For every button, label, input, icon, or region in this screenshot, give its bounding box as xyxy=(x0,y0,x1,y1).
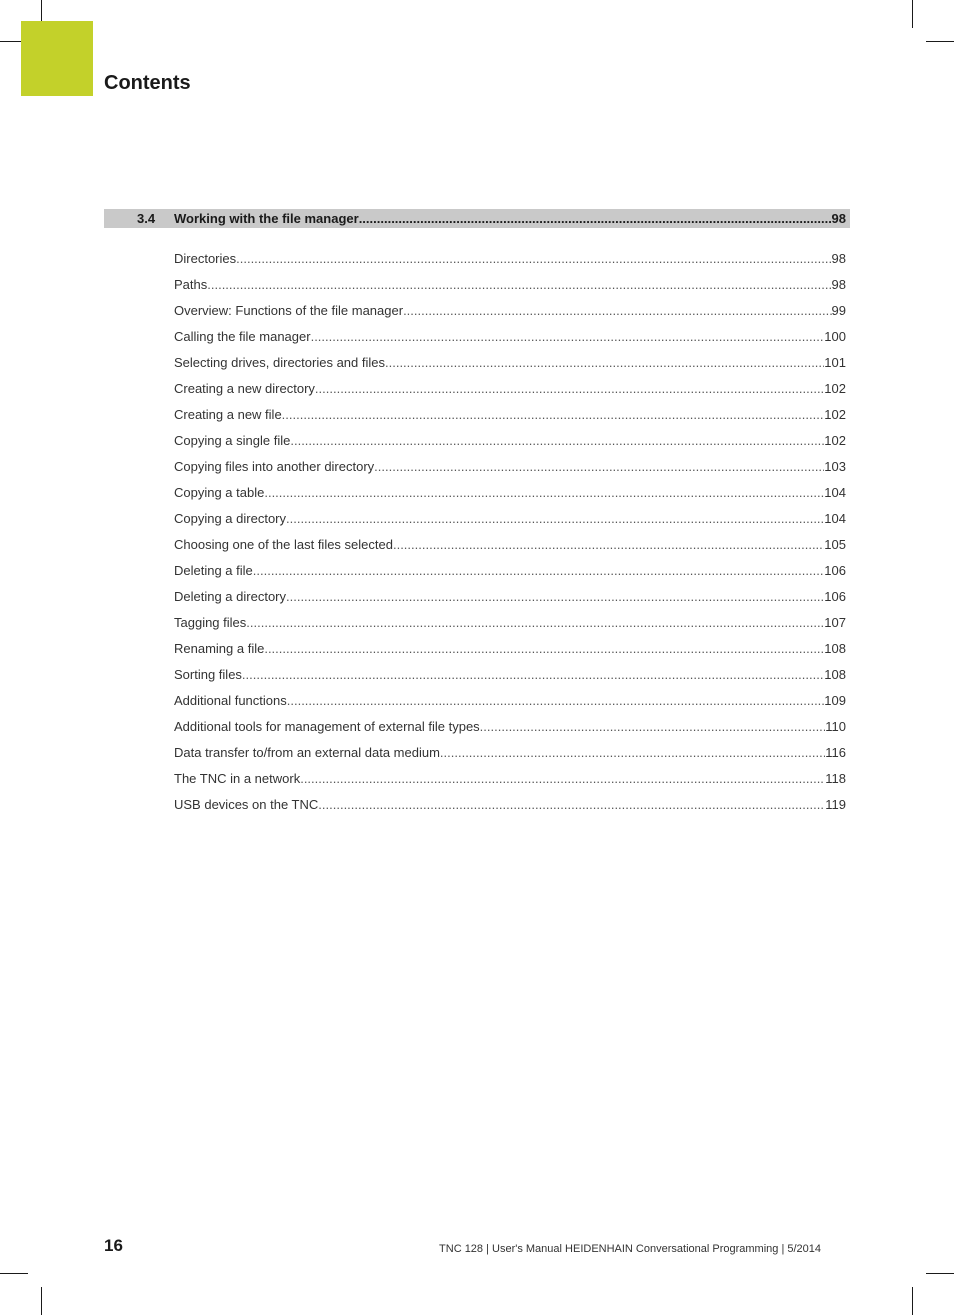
dot-leader xyxy=(287,693,825,708)
toc-entry[interactable] xyxy=(174,505,846,531)
toc-entry-page: 100 xyxy=(824,328,846,344)
toc-entry-title: Directories xyxy=(174,250,237,266)
page-number: 16 xyxy=(104,1236,123,1255)
crop-mark-bottom-right-horizontal xyxy=(926,1273,954,1274)
toc-entry-title: The TNC in a network xyxy=(174,770,301,786)
dot-leader xyxy=(236,251,831,266)
footer-text: TNC 128 | User's Manual HEIDENHAIN Conversational Programming | 5/2014 xyxy=(439,1243,821,1255)
dot-leader xyxy=(393,537,824,552)
toc-entry-page: 116 xyxy=(825,744,846,760)
toc-entry[interactable] xyxy=(174,375,846,401)
toc-entry[interactable] xyxy=(174,713,846,739)
toc-entry-title: Paths xyxy=(174,276,208,292)
crop-mark-bottom-left-horizontal xyxy=(0,1273,28,1274)
toc-entry[interactable] xyxy=(174,583,846,609)
toc-entry-title: Overview: Functions of the file manager xyxy=(174,302,404,318)
crop-mark-bottom-left-vertical xyxy=(41,1287,42,1315)
toc-entry-page: 104 xyxy=(824,510,846,526)
section-number: 3.4 xyxy=(137,211,156,226)
crop-mark-top-right-vertical xyxy=(912,0,913,28)
toc-entry-title: Choosing one of the last files selected xyxy=(174,536,393,552)
toc-entry[interactable] xyxy=(174,739,846,765)
toc-entry-title: Additional functions xyxy=(174,692,287,708)
toc-entry[interactable] xyxy=(174,245,846,271)
dot-leader xyxy=(264,485,824,500)
dot-leader xyxy=(286,589,824,604)
toc-entry-page: 99 xyxy=(831,302,846,318)
dot-leader xyxy=(385,355,824,370)
toc-entry-title: Calling the file manager xyxy=(174,328,311,344)
dot-leader xyxy=(242,667,824,682)
dot-leader xyxy=(300,771,825,786)
toc-entry-page: 107 xyxy=(824,614,846,630)
toc-entry[interactable] xyxy=(174,609,846,635)
dot-leader xyxy=(374,459,824,474)
toc-entry-title: Additional tools for management of external file types xyxy=(174,718,480,734)
toc-entry-title: Copying a single file xyxy=(174,432,291,448)
crop-mark-bottom-right-vertical xyxy=(912,1287,913,1315)
toc-entry-page: 103 xyxy=(824,458,846,474)
toc-entry-title: Sorting files xyxy=(174,666,242,682)
dot-leader xyxy=(311,329,825,344)
toc-entry-title: Selecting drives, directories and files xyxy=(174,354,385,370)
toc-entry[interactable] xyxy=(174,479,846,505)
toc-entry-title: Deleting a file xyxy=(174,562,253,578)
toc-entry-title: Data transfer to/from an external data medium xyxy=(174,744,440,760)
dot-leader xyxy=(286,511,824,526)
toc-entry[interactable] xyxy=(174,661,846,687)
toc-entry-page: 119 xyxy=(825,796,846,812)
toc-entry-page: 108 xyxy=(824,640,846,656)
toc-entry[interactable] xyxy=(174,271,846,297)
toc-entry-page: 104 xyxy=(824,484,846,500)
toc-entry[interactable] xyxy=(174,531,846,557)
toc-entry[interactable] xyxy=(174,791,846,817)
toc-entry-title: Creating a new file xyxy=(174,406,282,422)
toc-entry-page: 108 xyxy=(824,666,846,682)
dot-leader xyxy=(246,615,824,630)
toc-entry-title: Copying a directory xyxy=(174,510,286,526)
toc-entry[interactable] xyxy=(174,635,846,661)
toc-section-header[interactable] xyxy=(104,209,850,228)
section-title: Working with the file manager xyxy=(174,211,359,226)
toc-entry-title: USB devices on the TNC xyxy=(174,796,319,812)
dot-leader xyxy=(318,797,825,812)
chapter-accent-block xyxy=(21,21,93,96)
toc-entry[interactable] xyxy=(174,349,846,375)
dot-leader xyxy=(359,211,832,226)
toc-entry-page: 110 xyxy=(825,718,846,734)
dot-leader xyxy=(403,303,831,318)
toc-entry-page: 98 xyxy=(831,276,846,292)
toc-entry-page: 106 xyxy=(824,562,846,578)
dot-leader xyxy=(264,641,824,656)
toc-entry-page: 106 xyxy=(824,588,846,604)
toc-entry-title: Tagging files xyxy=(174,614,247,630)
toc-entry[interactable] xyxy=(174,427,846,453)
toc-entry-page: 102 xyxy=(824,406,846,422)
dot-leader xyxy=(207,277,831,292)
toc-entry-page: 98 xyxy=(831,250,846,266)
toc-entry-page: 102 xyxy=(824,432,846,448)
crop-mark-top-right-horizontal xyxy=(926,41,954,42)
toc-entry[interactable] xyxy=(174,297,846,323)
section-page-number: 98 xyxy=(831,211,846,226)
dot-leader xyxy=(440,745,825,760)
toc-entry[interactable] xyxy=(174,687,846,713)
page-title: Contents xyxy=(104,72,191,94)
toc-entry-title: Copying files into another directory xyxy=(174,458,375,474)
toc-entry-page: 118 xyxy=(825,770,846,786)
toc-entry[interactable] xyxy=(174,557,846,583)
dot-leader xyxy=(290,433,824,448)
dot-leader xyxy=(282,407,825,422)
toc-entry-page: 102 xyxy=(824,380,846,396)
toc-entry-page: 101 xyxy=(824,354,846,370)
toc-entry-title: Creating a new directory xyxy=(174,380,315,396)
toc-entry-title: Renaming a file xyxy=(174,640,265,656)
toc-entry-page: 105 xyxy=(824,536,846,552)
toc-entry[interactable] xyxy=(174,765,846,791)
dot-leader xyxy=(315,381,824,396)
dot-leader xyxy=(253,563,825,578)
toc-entry[interactable] xyxy=(174,453,846,479)
toc-entry-title: Deleting a directory xyxy=(174,588,286,604)
toc-entry[interactable] xyxy=(174,323,846,349)
toc-entry-list xyxy=(174,245,846,817)
toc-entry-title: Copying a table xyxy=(174,484,265,500)
toc-entry-page: 109 xyxy=(824,692,846,708)
toc-entry[interactable] xyxy=(174,401,846,427)
dot-leader xyxy=(480,719,826,734)
